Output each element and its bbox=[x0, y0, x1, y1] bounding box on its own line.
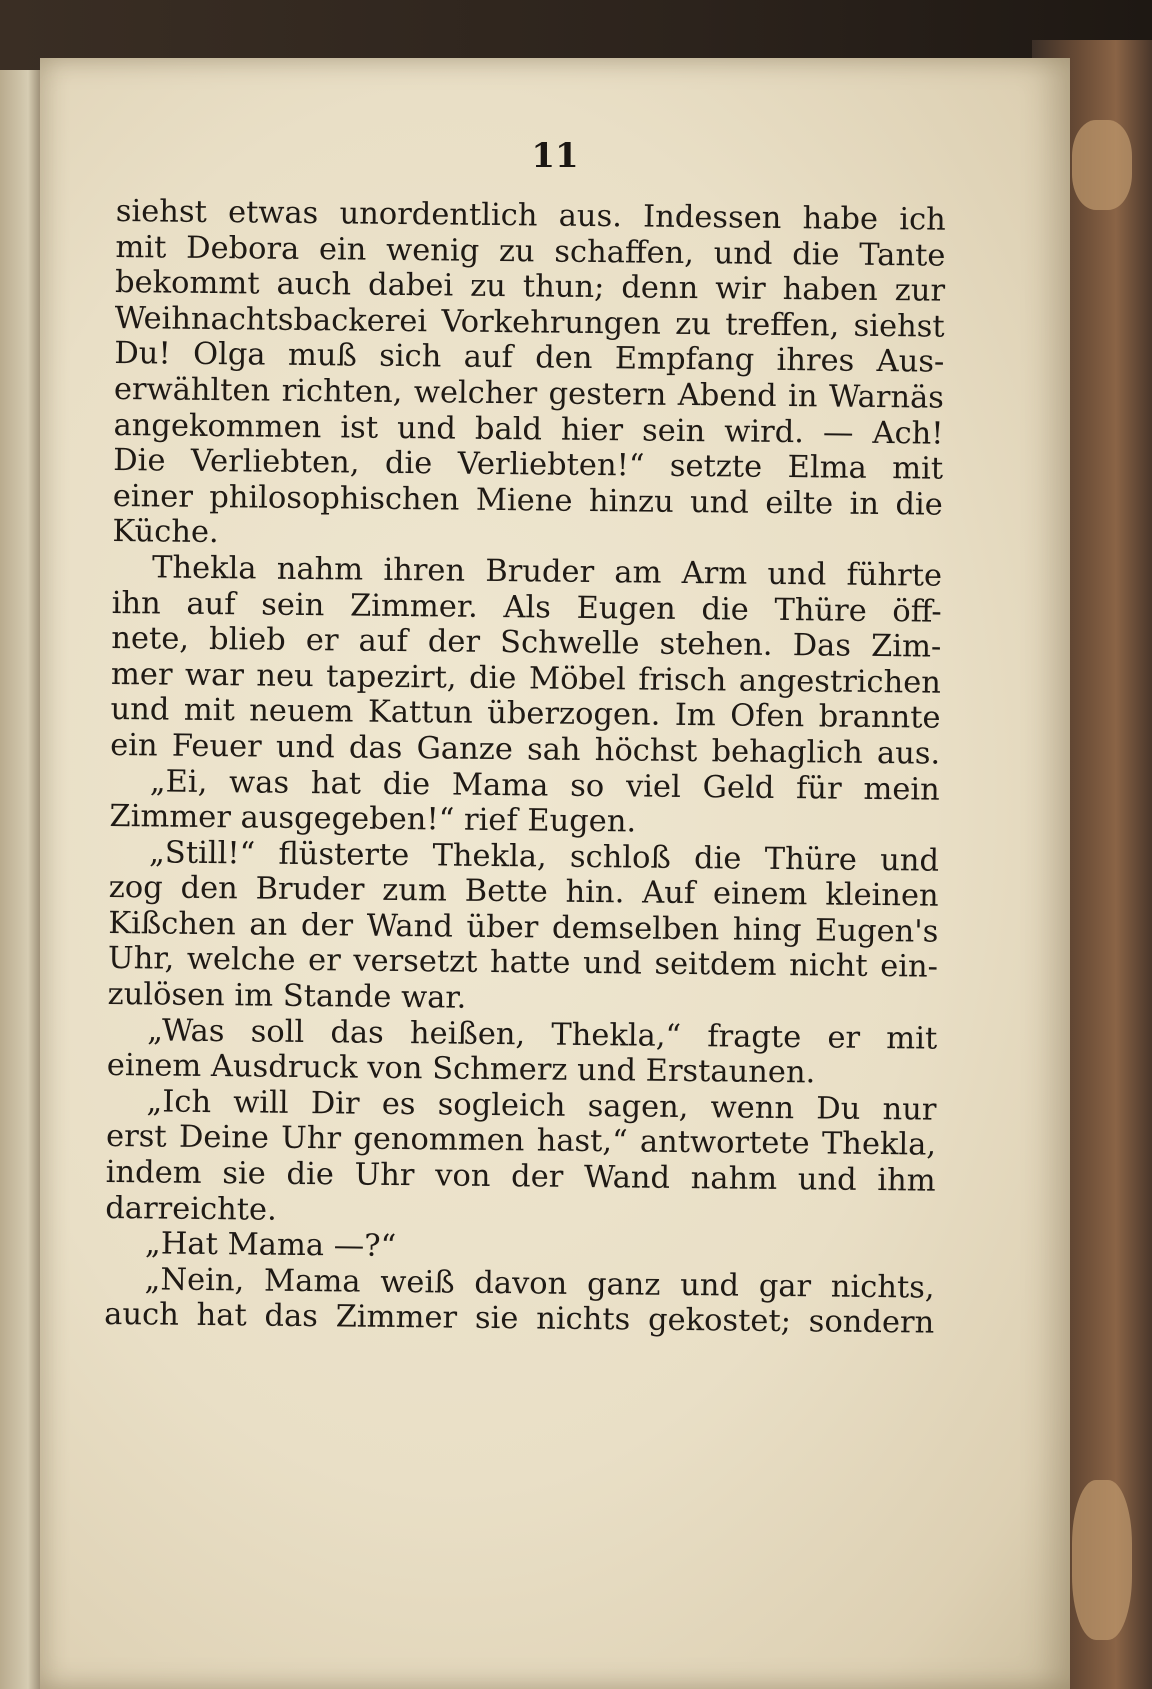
text-line: zog den Bruder zum Bette hin. Auf einem kleinen bbox=[108, 870, 939, 914]
text-line: darreichte. bbox=[105, 1190, 277, 1228]
text-line: „Hat Mama —?“ bbox=[144, 1226, 397, 1265]
text-line: mit Debora ein wenig zu schaffen, und die Tante bbox=[115, 229, 946, 274]
cover-wear-spot bbox=[1072, 1480, 1132, 1640]
text-line: einem Ausdruck von Schmerz und Erstaunen. bbox=[106, 1048, 816, 1091]
text-line: ein Feuer und das Ganze sah höchst behaglich aus. bbox=[110, 727, 941, 772]
text-line: Thekla nahm ihren Bruder am Arm und führte bbox=[151, 550, 943, 594]
text-line: ihn auf sein Zimmer. Als Eugen die Thüre öff- bbox=[111, 585, 942, 630]
text-line: angekommen ist und bald hier sein wird. — Ach! bbox=[113, 407, 944, 452]
text-line: bekommt auch dabei zu thun; denn wir haben zur bbox=[114, 265, 946, 309]
text-line: „Ei, was hat die Mama so viel Geld für mein bbox=[149, 763, 940, 808]
text-line: zulösen im Stande war. bbox=[107, 977, 467, 1016]
page-number: 11 bbox=[531, 136, 579, 176]
text-line: Zimmer ausgegeben!“ rief Eugen. bbox=[109, 799, 637, 840]
text-line: Du! Olga muß sich auf den Empfang ihres Aus- bbox=[114, 336, 945, 381]
text-line: „Was soll das heißen, Thekla,“ fragte er mit bbox=[147, 1013, 938, 1057]
text-line: und mit neuem Kattun überzogen. Im Ofen brannte bbox=[110, 692, 941, 736]
text-line: „Nein, Mama weiß davon ganz und gar nichts, bbox=[144, 1262, 935, 1306]
text-line: Weihnachtsbackerei Vorkehrungen zu treffen, siehst bbox=[114, 300, 945, 345]
text-line: siehst etwas unordentlich aus. Indessen habe ich bbox=[115, 194, 946, 238]
text-line: Uhr, welche er versetzt hatte und seitdem nicht ein- bbox=[107, 941, 939, 986]
cover-wear-spot bbox=[1072, 120, 1132, 210]
text-line: indem sie die Uhr von der Wand nahm und ihm bbox=[105, 1154, 936, 1199]
body-text bbox=[104, 194, 946, 1342]
text-line: „Still!“ flüsterte Thekla, schloß die Thüre und bbox=[148, 835, 940, 879]
text-line: einer philosophischen Miene hinzu und eilte in die bbox=[112, 478, 943, 523]
text-line: „Ich will Dir es sogleich sagen, wenn Du nur bbox=[146, 1084, 937, 1128]
text-line: erst Deine Uhr genommen hast,“ antwortete Thekla, bbox=[105, 1119, 937, 1164]
text-line: nete, blieb er auf der Schwelle stehen. Das Zim- bbox=[111, 621, 942, 665]
text-line: erwählten richten, welcher gestern Abend in Warnäs bbox=[113, 371, 945, 416]
text-line: Kißchen an der Wand über demselben hing Eugen's bbox=[108, 905, 939, 950]
facing-page-edge bbox=[0, 70, 40, 1689]
text-line: auch hat das Zimmer sie nichts gekostet; sondern bbox=[104, 1297, 935, 1342]
book-page bbox=[40, 58, 1070, 1689]
text-line: mer war neu tapezirt, die Möbel frisch angestrichen bbox=[110, 656, 942, 701]
text-line: Die Verliebten, die Verliebten!“ setzte Elma mit bbox=[113, 443, 944, 487]
text-line: Küche. bbox=[112, 514, 219, 551]
